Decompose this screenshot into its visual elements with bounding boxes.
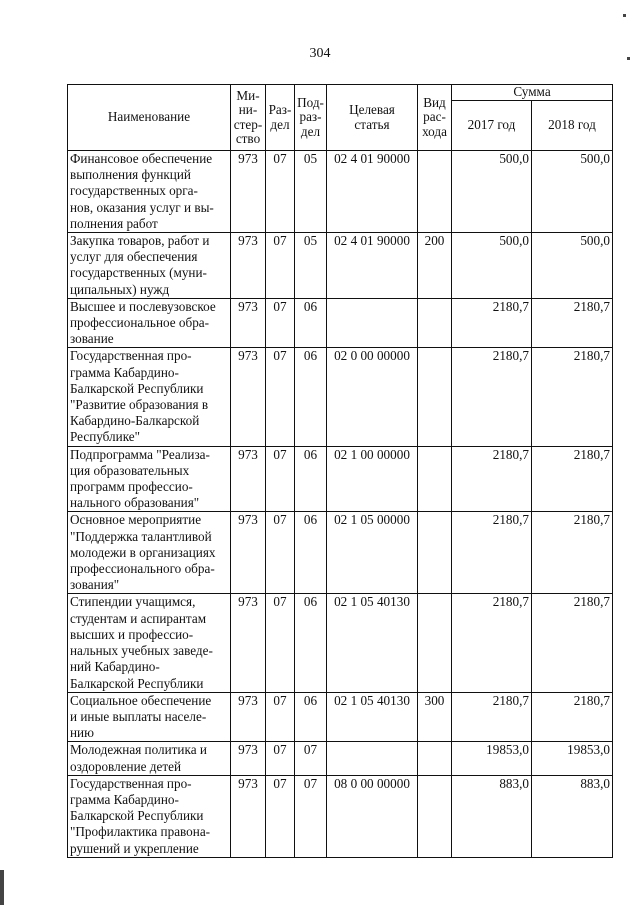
cell-target-article [327, 742, 418, 775]
row-name: Высшее и послевузовское профессиональное обра- зование [68, 298, 231, 348]
cell-expense-type [418, 742, 452, 775]
cell-sum-2017: 2180,7 [452, 512, 532, 594]
cell-sum-2017: 19853,0 [452, 742, 532, 775]
row-name: Основное мероприятие "Поддержка талантливой молодежи в организациях профессионального обра- зования" [68, 512, 231, 594]
header-target-article: Целевая статья [327, 85, 418, 151]
cell-ministry: 973 [231, 446, 266, 512]
cell-ministry: 973 [231, 298, 266, 348]
cell-subsection: 06 [295, 446, 327, 512]
cell-expense-type [418, 348, 452, 446]
table-row [68, 512, 613, 594]
row-name: Стипендии учащимся, студентам и аспирантам высших и профессио- нальных учебных заведе- ний Кабардино- Балкарской Республики [68, 594, 231, 692]
cell-sum-2017: 883,0 [452, 775, 532, 857]
cell-ministry: 973 [231, 151, 266, 233]
cell-subsection: 05 [295, 151, 327, 233]
cell-subsection: 06 [295, 348, 327, 446]
cell-subsection: 07 [295, 742, 327, 775]
row-name: Социальное обеспечение и иные выплаты населе- нию [68, 692, 231, 742]
cell-section: 07 [266, 348, 295, 446]
cell-sum-2017: 500,0 [452, 151, 532, 233]
cell-subsection: 05 [295, 233, 327, 299]
row-name: Закупка товаров, работ и услуг для обеспечения государственных (муни- ципальных) нужд [68, 233, 231, 299]
row-name: Молодежная политика и оздоровление детей [68, 742, 231, 775]
cell-ministry: 973 [231, 512, 266, 594]
cell-section: 07 [266, 512, 295, 594]
page-number: 304 [309, 46, 331, 61]
row-name: Финансовое обеспечение выполнения функций государственных орга- нов, оказания услуг и вы- полнения работ [68, 151, 231, 233]
row-name: Подпрограмма "Реализа- ция образовательных программ профессио- нального образования" [68, 446, 231, 512]
cell-section: 07 [266, 775, 295, 857]
cell-target-article: 02 4 01 90000 [327, 233, 418, 299]
cell-ministry: 973 [231, 692, 266, 742]
cell-sum-2017: 2180,7 [452, 348, 532, 446]
header-year-2017: 2017 год [452, 101, 532, 151]
cell-subsection: 06 [295, 692, 327, 742]
row-name: Государственная про- грамма Кабардино- Балкарской Республики "Профилактика правона- рушений и укрепление [68, 775, 231, 857]
cell-sum-2018: 500,0 [532, 151, 613, 233]
cell-ministry: 973 [231, 233, 266, 299]
cell-target-article: 02 1 05 00000 [327, 512, 418, 594]
cell-target-article [327, 298, 418, 348]
cell-sum-2017: 2180,7 [452, 446, 532, 512]
cell-subsection: 07 [295, 775, 327, 857]
table-row [68, 348, 613, 446]
cell-expense-type [418, 298, 452, 348]
cell-target-article: 02 1 05 40130 [327, 692, 418, 742]
table-row [68, 151, 613, 233]
cell-sum-2017: 500,0 [452, 233, 532, 299]
cell-sum-2018: 2180,7 [532, 512, 613, 594]
cell-sum-2018: 2180,7 [532, 692, 613, 742]
budget-table [67, 84, 613, 858]
cell-sum-2018: 2180,7 [532, 594, 613, 692]
header-section: Раз- дел [266, 85, 295, 151]
cell-target-article: 08 0 00 00000 [327, 775, 418, 857]
cell-subsection: 06 [295, 298, 327, 348]
cell-ministry: 973 [231, 594, 266, 692]
cell-sum-2017: 2180,7 [452, 692, 532, 742]
table-body [68, 151, 613, 858]
cell-section: 07 [266, 298, 295, 348]
cell-section: 07 [266, 151, 295, 233]
cell-sum-2018: 2180,7 [532, 446, 613, 512]
scan-mark [623, 14, 626, 17]
cell-subsection: 06 [295, 594, 327, 692]
cell-ministry: 973 [231, 742, 266, 775]
cell-subsection: 06 [295, 512, 327, 594]
cell-expense-type [418, 775, 452, 857]
header-subsection: Под- раз- дел [295, 85, 327, 151]
header-ministry: Ми- ни- стер- ство [231, 85, 266, 151]
table-row [68, 742, 613, 775]
cell-sum-2018: 500,0 [532, 233, 613, 299]
cell-section: 07 [266, 742, 295, 775]
cell-target-article: 02 1 05 40130 [327, 594, 418, 692]
cell-expense-type [418, 151, 452, 233]
cell-expense-type: 300 [418, 692, 452, 742]
scan-mark [627, 57, 630, 60]
header-expense-type: Вид рас- хода [418, 85, 452, 151]
table-row [68, 775, 613, 857]
header-year-2018: 2018 год [532, 101, 613, 151]
cell-sum-2018: 19853,0 [532, 742, 613, 775]
table-row [68, 298, 613, 348]
cell-target-article: 02 0 00 00000 [327, 348, 418, 446]
cell-expense-type [418, 512, 452, 594]
cell-sum-2018: 2180,7 [532, 348, 613, 446]
table-row [68, 692, 613, 742]
cell-sum-2018: 883,0 [532, 775, 613, 857]
cell-expense-type [418, 594, 452, 692]
cell-section: 07 [266, 692, 295, 742]
table-row [68, 446, 613, 512]
cell-expense-type: 200 [418, 233, 452, 299]
cell-expense-type [418, 446, 452, 512]
cell-sum-2018: 2180,7 [532, 298, 613, 348]
cell-target-article: 02 4 01 90000 [327, 151, 418, 233]
cell-ministry: 973 [231, 348, 266, 446]
cell-target-article: 02 1 00 00000 [327, 446, 418, 512]
header-name: Наименование [68, 85, 231, 151]
cell-sum-2017: 2180,7 [452, 594, 532, 692]
cell-sum-2017: 2180,7 [452, 298, 532, 348]
row-name: Государственная про- грамма Кабардино- Балкарской Республики "Развитие образования в Кабардино-Балкарской Республике" [68, 348, 231, 446]
scan-mark [0, 870, 4, 905]
cell-section: 07 [266, 233, 295, 299]
cell-ministry: 973 [231, 775, 266, 857]
table-row [68, 233, 613, 299]
table-row [68, 594, 613, 692]
cell-section: 07 [266, 594, 295, 692]
header-sum: Сумма [452, 85, 613, 101]
cell-section: 07 [266, 446, 295, 512]
table-header [68, 85, 613, 151]
